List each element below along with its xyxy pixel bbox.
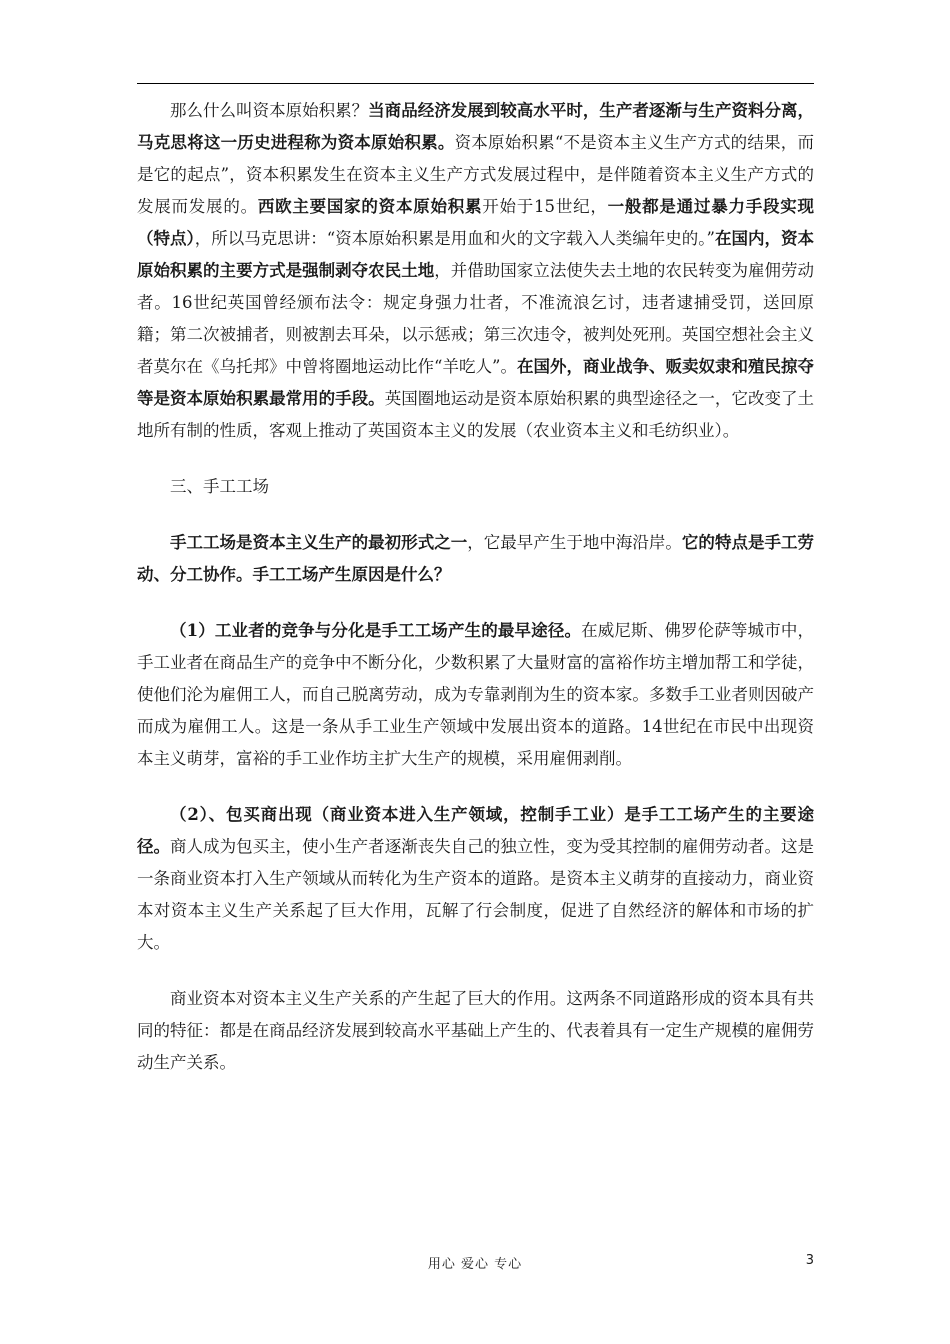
- text-run: 商人成为包买主，使小生产者逐渐丧失自己的独立性，变为受其控制的雇佣劳动者。这是一条商业资本打入生产领域从而转化为生产资本的道路。是资本主义萌芽的直接动力，商业资本对资本主义生产关系起了巨大作用，瓦解了行会制度，促进了自然经济的解体和市场的扩大。: [137, 837, 815, 952]
- paragraph-path-two: [137, 799, 814, 959]
- paragraph-primitive-accumulation: [137, 95, 814, 447]
- page-number: 3: [805, 1253, 814, 1268]
- bold-text-run: 它的特点是手工劳动、分工协作。手工工场产生原因是什么？: [137, 533, 815, 584]
- header-rule: [137, 83, 814, 84]
- text-run: 三、手工工场: [170, 477, 269, 496]
- text-run: 开始于15世纪，: [482, 197, 608, 216]
- bold-text-run: （1）工业者的竞争与分化是手工工场产生的最早途径。: [170, 621, 582, 640]
- bold-text-run: （2）、包买商出现（商业资本进入生产领域，控制手工业）是手工工场产生的主要途径。: [137, 805, 814, 856]
- text-run: ，它最早产生于地中海沿岸。: [467, 533, 682, 552]
- paragraph-path-one: [137, 615, 814, 775]
- text-run: 在威尼斯、佛罗伦萨等城市中，手工业者在商品生产的竞争中不断分化，少数积累了大量财富的富裕作坊主增加帮工和学徒，使他们沦为雇佣工人，而自己脱离劳动，成为专靠剥削为生的资本家。多数手工业者则因破产而成为雇佣工人。这是一条从手工业生产领域中发展出资本的道路。14世纪在市民中出现资本主义萌芽，富裕的手工业作坊主扩大生产的规模，采用雇佣剥削。: [137, 621, 814, 768]
- bold-text-run: 西欧主要国家的资本原始积累: [257, 197, 483, 216]
- text-run: 商业资本对资本主义生产关系的产生起了巨大的作用。这两条不同道路形成的资本具有共同的特征：都是在商品经济发展到较高水平基础上产生的、代表着具有一定生产规模的雇佣劳动生产关系。: [137, 989, 814, 1072]
- paragraph-conclusion: [137, 983, 814, 1079]
- bold-text-run: 当商品经济发展到较高水平时，生产者逐渐与生产资料分离，马克思将这一历史进程称为资本原始积累。: [137, 101, 815, 152]
- text-run: 英国圈地运动是资本原始积累的典型途径之一，它改变了土地所有制的性质，客观上推动了英国资本主义的发展（农业资本主义和毛纺织业）。: [137, 389, 815, 440]
- text-run: 那么什么叫资本原始积累？: [170, 101, 369, 120]
- text-run: 资本原始积累“不是资本主义生产方式的结果，而是它的起点”，资本积累发生在资本主义生产方式发展过程中，是伴随着资本主义生产方式的发展而发展的。: [137, 133, 815, 216]
- bold-text-run: 一般都是通过暴力手段实现（特点）: [137, 197, 815, 248]
- bold-text-run: 在国内，资本原始积累的主要方式是强制剥夺农民土地: [137, 229, 815, 280]
- footer-motto: 用心 爱心 专心: [427, 1257, 523, 1272]
- bold-text-run: 手工工场是资本主义生产的最初形式之一: [170, 533, 468, 552]
- body-text: [137, 95, 814, 1103]
- section-heading-handicraft-workshop: [137, 471, 814, 503]
- paragraph-workshop-intro: [137, 527, 814, 591]
- text-run: ，所以马克思讲：“资本原始积累是用血和火的文字载入人类编年史的。”: [194, 229, 715, 248]
- bold-text-run: 在国外，商业战争、贩卖奴隶和殖民掠夺等是资本原始积累最常用的手段。: [137, 357, 815, 408]
- text-run: ，并借助国家立法使失去土地的农民转变为雇佣劳动者。16世纪英国曾经颁布法令：规定身强力壮者，不准流浪乞讨，违者逮捕受罚，送回原籍；第二次被捕者，则被割去耳朵，以示惩戒；第三次违令，被判处死刑。英国空想社会主义者莫尔在《乌托邦》中曾将圈地运动比作“羊吃人”。: [137, 261, 815, 376]
